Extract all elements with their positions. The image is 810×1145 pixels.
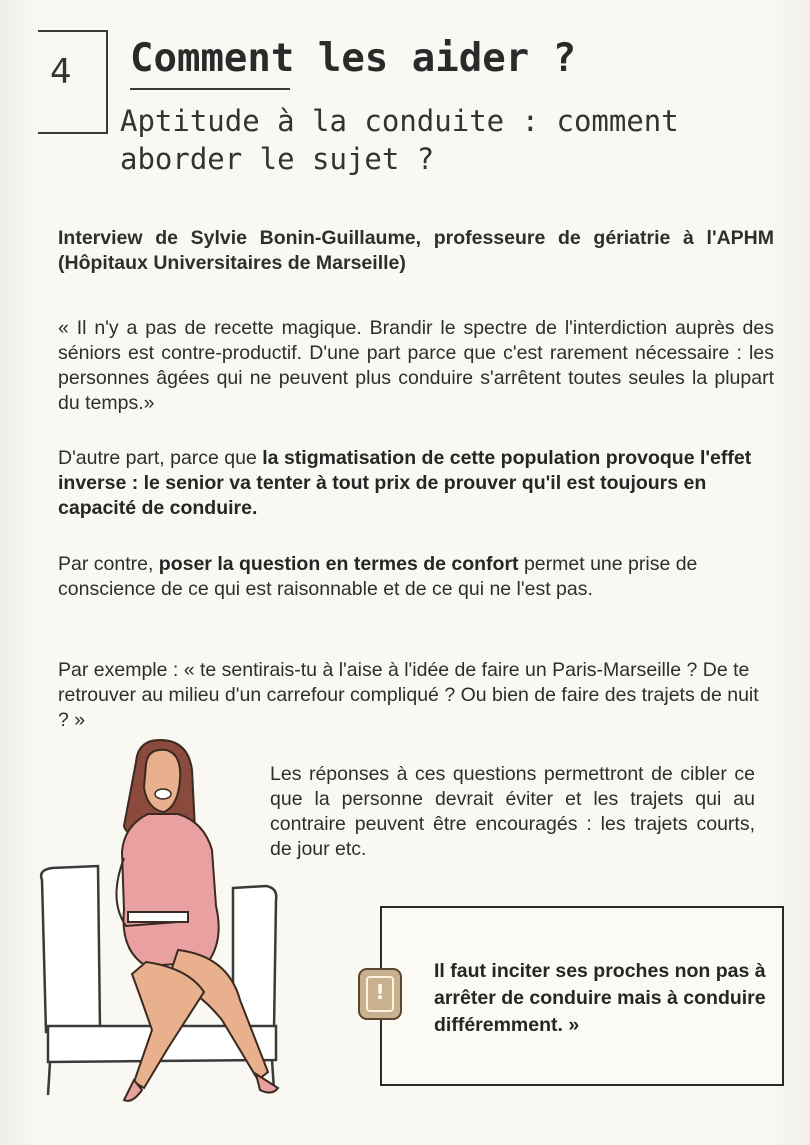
interview-intro: Interview de Sylvie Bonin-Guillaume, professeure de gériatrie à l'APHM (Hôpitaux Universitaires de Marseille) — [58, 227, 774, 274]
book — [128, 912, 188, 922]
dress — [122, 814, 219, 966]
paragraph-confort — [58, 552, 774, 602]
quote-paragraph: « Il n'y a pas de recette magique. Brandir le spectre de l'interdiction auprès des séniors est contre-productif. D'une part parce que c'est rarement nécessaire : les personnes âgées qui ne peuvent plus conduire s'arrêtent toutes seules la plupart du temps.» — [58, 317, 774, 414]
page-subtitle: Aptitude à la conduite : comment aborder le sujet ? — [120, 104, 679, 176]
paragraph-examples: Par exemple : « te sentirais-tu à l'aise à l'idée de faire un Paris-Marseille ? De te retrouver au milieu d'un carrefour compliqué ? Ou bien de faire des trajets de nuit ? » — [58, 659, 759, 731]
section-number-box — [38, 30, 108, 134]
paragraph-stigmatisation — [58, 446, 774, 521]
page-title: Comment les aider ? — [130, 36, 577, 81]
paragraph-bold: la stigmatisation de cette population provoque l'effet inverse : le senior va tenter à tout prix de prouver qu'il est toujours en capacité de conduire. — [58, 447, 752, 519]
paragraph-lead: D'autre part, parce que — [58, 447, 263, 469]
callout-text: Il faut inciter ses proches non pas à arrêter de conduire mais à conduire différemment. » — [434, 960, 766, 1036]
paragraph-answers: Les réponses à ces questions permettront de cibler ce que la personne devrait éviter et les trajets qui au contraire peuvent être encouragés : les trajets courts, de jour etc. — [270, 763, 755, 860]
paragraph-lead: Par contre, — [58, 553, 159, 575]
face — [144, 750, 180, 812]
paragraph-tail: permet une prise de conscience de ce qui est raisonnable et de ce qui ne l'est pas. — [58, 553, 698, 600]
section-number: 4 — [50, 52, 72, 92]
paragraph-bold: poser la question en termes de confort — [158, 553, 519, 575]
title-underline — [130, 88, 290, 90]
woman-in-armchair-illustration — [28, 730, 328, 1130]
exclamation-glyph: ! — [375, 980, 385, 1004]
exclamation-icon — [358, 968, 402, 1020]
